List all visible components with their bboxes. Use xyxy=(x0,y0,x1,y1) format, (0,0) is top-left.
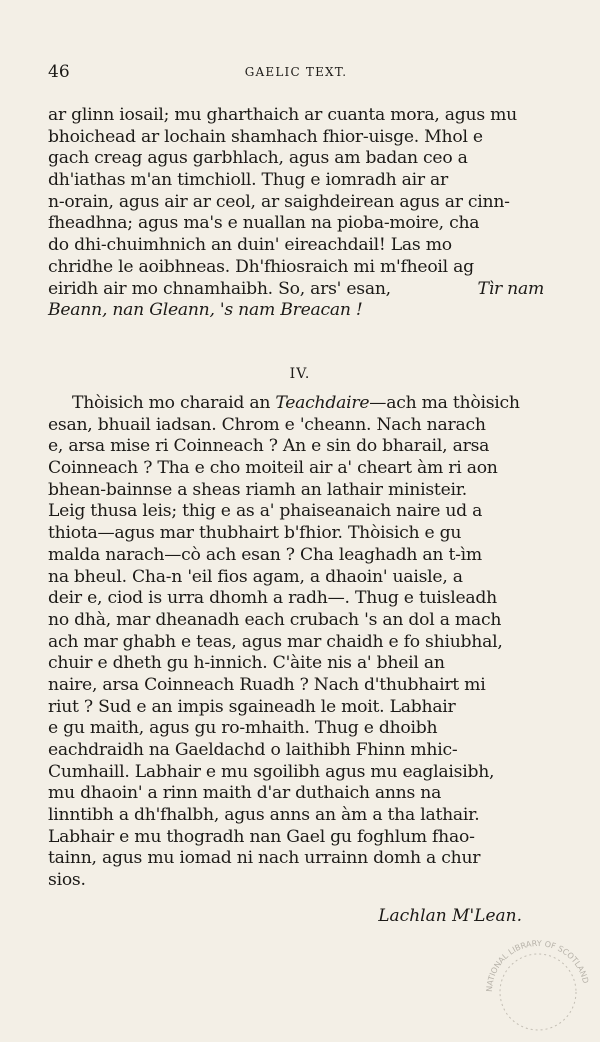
italic-phrase: Beann, nan Gleann, 's nam Breacan ! xyxy=(48,300,363,321)
stamp-text: NATIONAL LIBRARY OF SCOTLAND xyxy=(484,938,591,993)
text-line: chridhe le aoibhneas. Dh'fhiosraich mi m'fheoil ag xyxy=(48,256,474,277)
paragraph-2 xyxy=(48,393,544,892)
section-numeral: IV. xyxy=(289,366,311,382)
page-number: 46 xyxy=(48,62,70,82)
text-line: thiota—agus mar thubhairt b'fhior. Thòisich e gu xyxy=(48,523,462,544)
text-line: ar glinn iosail; mu gharthaich ar cuanta mora, agus mu xyxy=(48,105,517,125)
text-line: e gu maith, agus gu ro-mhaith. Thug e dhoibh xyxy=(48,718,438,739)
text-line xyxy=(48,300,544,322)
text-line: bhean-bainnse a sheas riamh an lathair ministeir. xyxy=(48,479,468,500)
text-line: ach mar ghabh e teas, agus mar chaidh e fo shiubhal, xyxy=(48,631,503,652)
text-line: esan, bhuail iadsan. Chrom e 'cheann. Nach narach xyxy=(48,414,486,435)
text-line: sios. xyxy=(48,870,86,891)
page-header xyxy=(48,62,544,88)
text-line: eachdraidh na Gaeldachd o laithibh Fhinn mhic- xyxy=(48,740,458,760)
text-line: chuir e dheth gu h-innich. C'àite nis a' bheil an xyxy=(48,653,445,674)
text-line: Labhair e mu thogradh nan Gael gu foghlum fhao- xyxy=(48,826,475,847)
text-line: eiridh air mo chnamhaibh. So, ars' esan, Tìr nam xyxy=(48,278,544,299)
text-line: no dhà, mar dheanadh each crubach 's an dol a mach xyxy=(48,609,502,630)
text-line: linntibh a dh'fhalbh, agus anns an àm a tha lathair. xyxy=(48,805,480,826)
text-line: n-orain, agus air ar ceol, ar saighdeirean agus ar cinn- xyxy=(48,191,510,212)
text-line: do dhi-chuimhnich an duin' eireachdail! Las mo xyxy=(48,235,452,256)
svg-text:NATIONAL LIBRARY OF SCOTLAND xyxy=(485,939,590,992)
italic-phrase: Teachdaire xyxy=(275,393,370,413)
text-line: e, arsa mise ri Coinneach ? An e sin do bharail, arsa xyxy=(48,436,490,457)
text-line: gach creag agus garbhlach, agus am badan ceo a xyxy=(48,148,468,169)
text-line: fheadhna; agus ma's e nuallan na pioba-moire, cha xyxy=(48,213,480,234)
italic-phrase: Tìr nam xyxy=(477,278,544,299)
running-head: GAELIC TEXT. xyxy=(244,65,348,79)
text-line: deir e, ciod is urra dhomh a radh—. Thug e tuisleadh xyxy=(48,588,497,609)
paragraph-1 xyxy=(48,105,544,322)
text-line: riut ? Sud e an impis sgaineadh le moit. Labhair xyxy=(48,696,456,717)
text-line: Leig thusa leis; thig e as a' phaiseanaich naire ud a xyxy=(48,501,483,522)
text-line: bhoichead ar lochain shamhach fhior-uisge. Mhol e xyxy=(48,126,483,147)
text-line: Thòisich mo charaid an Teachdaire—ach ma thòisich xyxy=(72,393,520,413)
text-line: dh'iathas m'an timchioll. Thug e iomradh air ar xyxy=(48,170,448,191)
text-line: tainn, agus mu iomad ni nach urrainn domh a chur xyxy=(48,848,481,869)
author-signature: Lachlan M'Lean. xyxy=(378,906,522,926)
text-line: na bheul. Cha-n 'eil fios agam, a dhaoin' uaisle, a xyxy=(48,566,463,587)
text-line: malda narach—cò ach esan ? Cha leaghadh an t-ìm xyxy=(48,544,482,565)
library-stamp xyxy=(478,922,598,1034)
text-line: Cumhaill. Labhair e mu sgoilibh agus mu eaglaisibh, xyxy=(48,761,495,782)
text-line: mu dhaoin' a rinn maith d'ar duthaich anns na xyxy=(48,783,442,804)
text-line: naire, arsa Coinneach Ruadh ? Nach d'thubhairt mi xyxy=(48,674,486,695)
text-line: Coinneach ? Tha e cho moiteil air a' cheart àm ri aon xyxy=(48,458,498,479)
